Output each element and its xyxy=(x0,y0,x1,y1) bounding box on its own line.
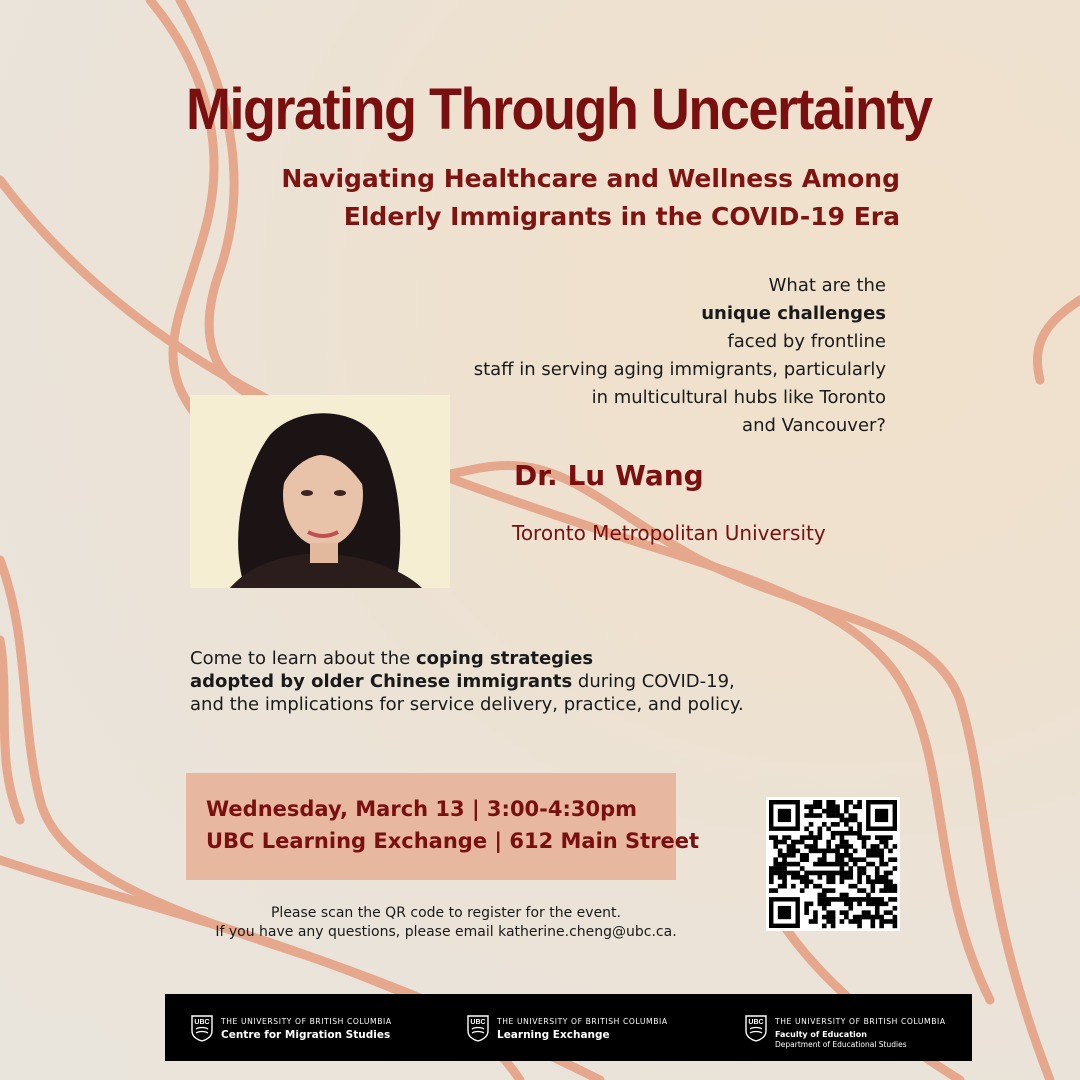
description-emphasis-1: coping strategies xyxy=(415,648,594,669)
subtitle-line-1: Navigating Healthcare and Wellness Among xyxy=(281,164,900,193)
registration-qr-code[interactable] xyxy=(766,797,900,931)
logo-university: THE UNIVERSITY OF BRITISH COLUMBIA xyxy=(775,1017,946,1026)
svg-text:UBC: UBC xyxy=(748,1019,764,1026)
logo-university: THE UNIVERSITY OF BRITISH COLUMBIA xyxy=(221,1017,392,1026)
logo-faculty: Faculty of Education xyxy=(775,1030,867,1039)
description-line-1 xyxy=(190,647,830,670)
logo-department: Department of Educational Studies xyxy=(775,1040,907,1049)
question-line-4: and Vancouver? xyxy=(742,415,886,436)
svg-text:UBC: UBC xyxy=(194,1019,210,1026)
description-suffix: during COVID-19, xyxy=(572,671,735,692)
description-line-2 xyxy=(190,670,830,693)
logo-unit: Centre for Migration Studies xyxy=(221,1029,391,1041)
footer-logo-bar xyxy=(165,994,972,1061)
speaker-name: Dr. Lu Wang xyxy=(514,459,704,492)
speaker-photo xyxy=(190,395,450,588)
logo-unit: Learning Exchange xyxy=(497,1029,610,1041)
description-emphasis-2: adopted by older Chinese immigrants xyxy=(190,671,573,692)
event-datetime: Wednesday, March 13 | 3:00-4:30pm xyxy=(206,797,638,821)
description-line-3: and the implications for service delivery, practice, and policy. xyxy=(190,694,744,715)
question-emphasis: unique challenges xyxy=(701,303,886,324)
subtitle-line-2: Elderly Immigrants in the COVID-19 Era xyxy=(343,202,900,231)
question-line-1 xyxy=(326,272,886,356)
event-details-box xyxy=(186,773,700,880)
registration-line-1: Please scan the QR code to register for the event. xyxy=(270,905,621,921)
question-line-2: staff in serving aging immigrants, particularly xyxy=(473,359,886,380)
logo-university: THE UNIVERSITY OF BRITISH COLUMBIA xyxy=(497,1017,668,1026)
event-subtitle xyxy=(260,160,900,236)
svg-text:UBC: UBC xyxy=(470,1019,486,1026)
registration-info xyxy=(186,904,706,942)
event-description xyxy=(190,647,830,716)
event-title: Migrating Through Uncertainty xyxy=(186,77,932,142)
question-line-3: in multicultural hubs like Toronto xyxy=(591,387,886,408)
registration-line-2[interactable]: If you have any questions, please email katherine.cheng@ubc.ca. xyxy=(215,924,677,940)
ubc-crest-icon xyxy=(467,1015,489,1042)
speaker-affiliation: Toronto Metropolitan University xyxy=(512,521,826,545)
question-suffix: faced by frontline xyxy=(727,331,886,352)
question-prefix: What are the xyxy=(768,275,886,296)
event-location: UBC Learning Exchange | 612 Main Street xyxy=(206,829,700,853)
description-prefix: Come to learn about the xyxy=(190,648,416,669)
ubc-crest-icon xyxy=(745,1015,767,1042)
ubc-crest-icon xyxy=(191,1015,213,1042)
